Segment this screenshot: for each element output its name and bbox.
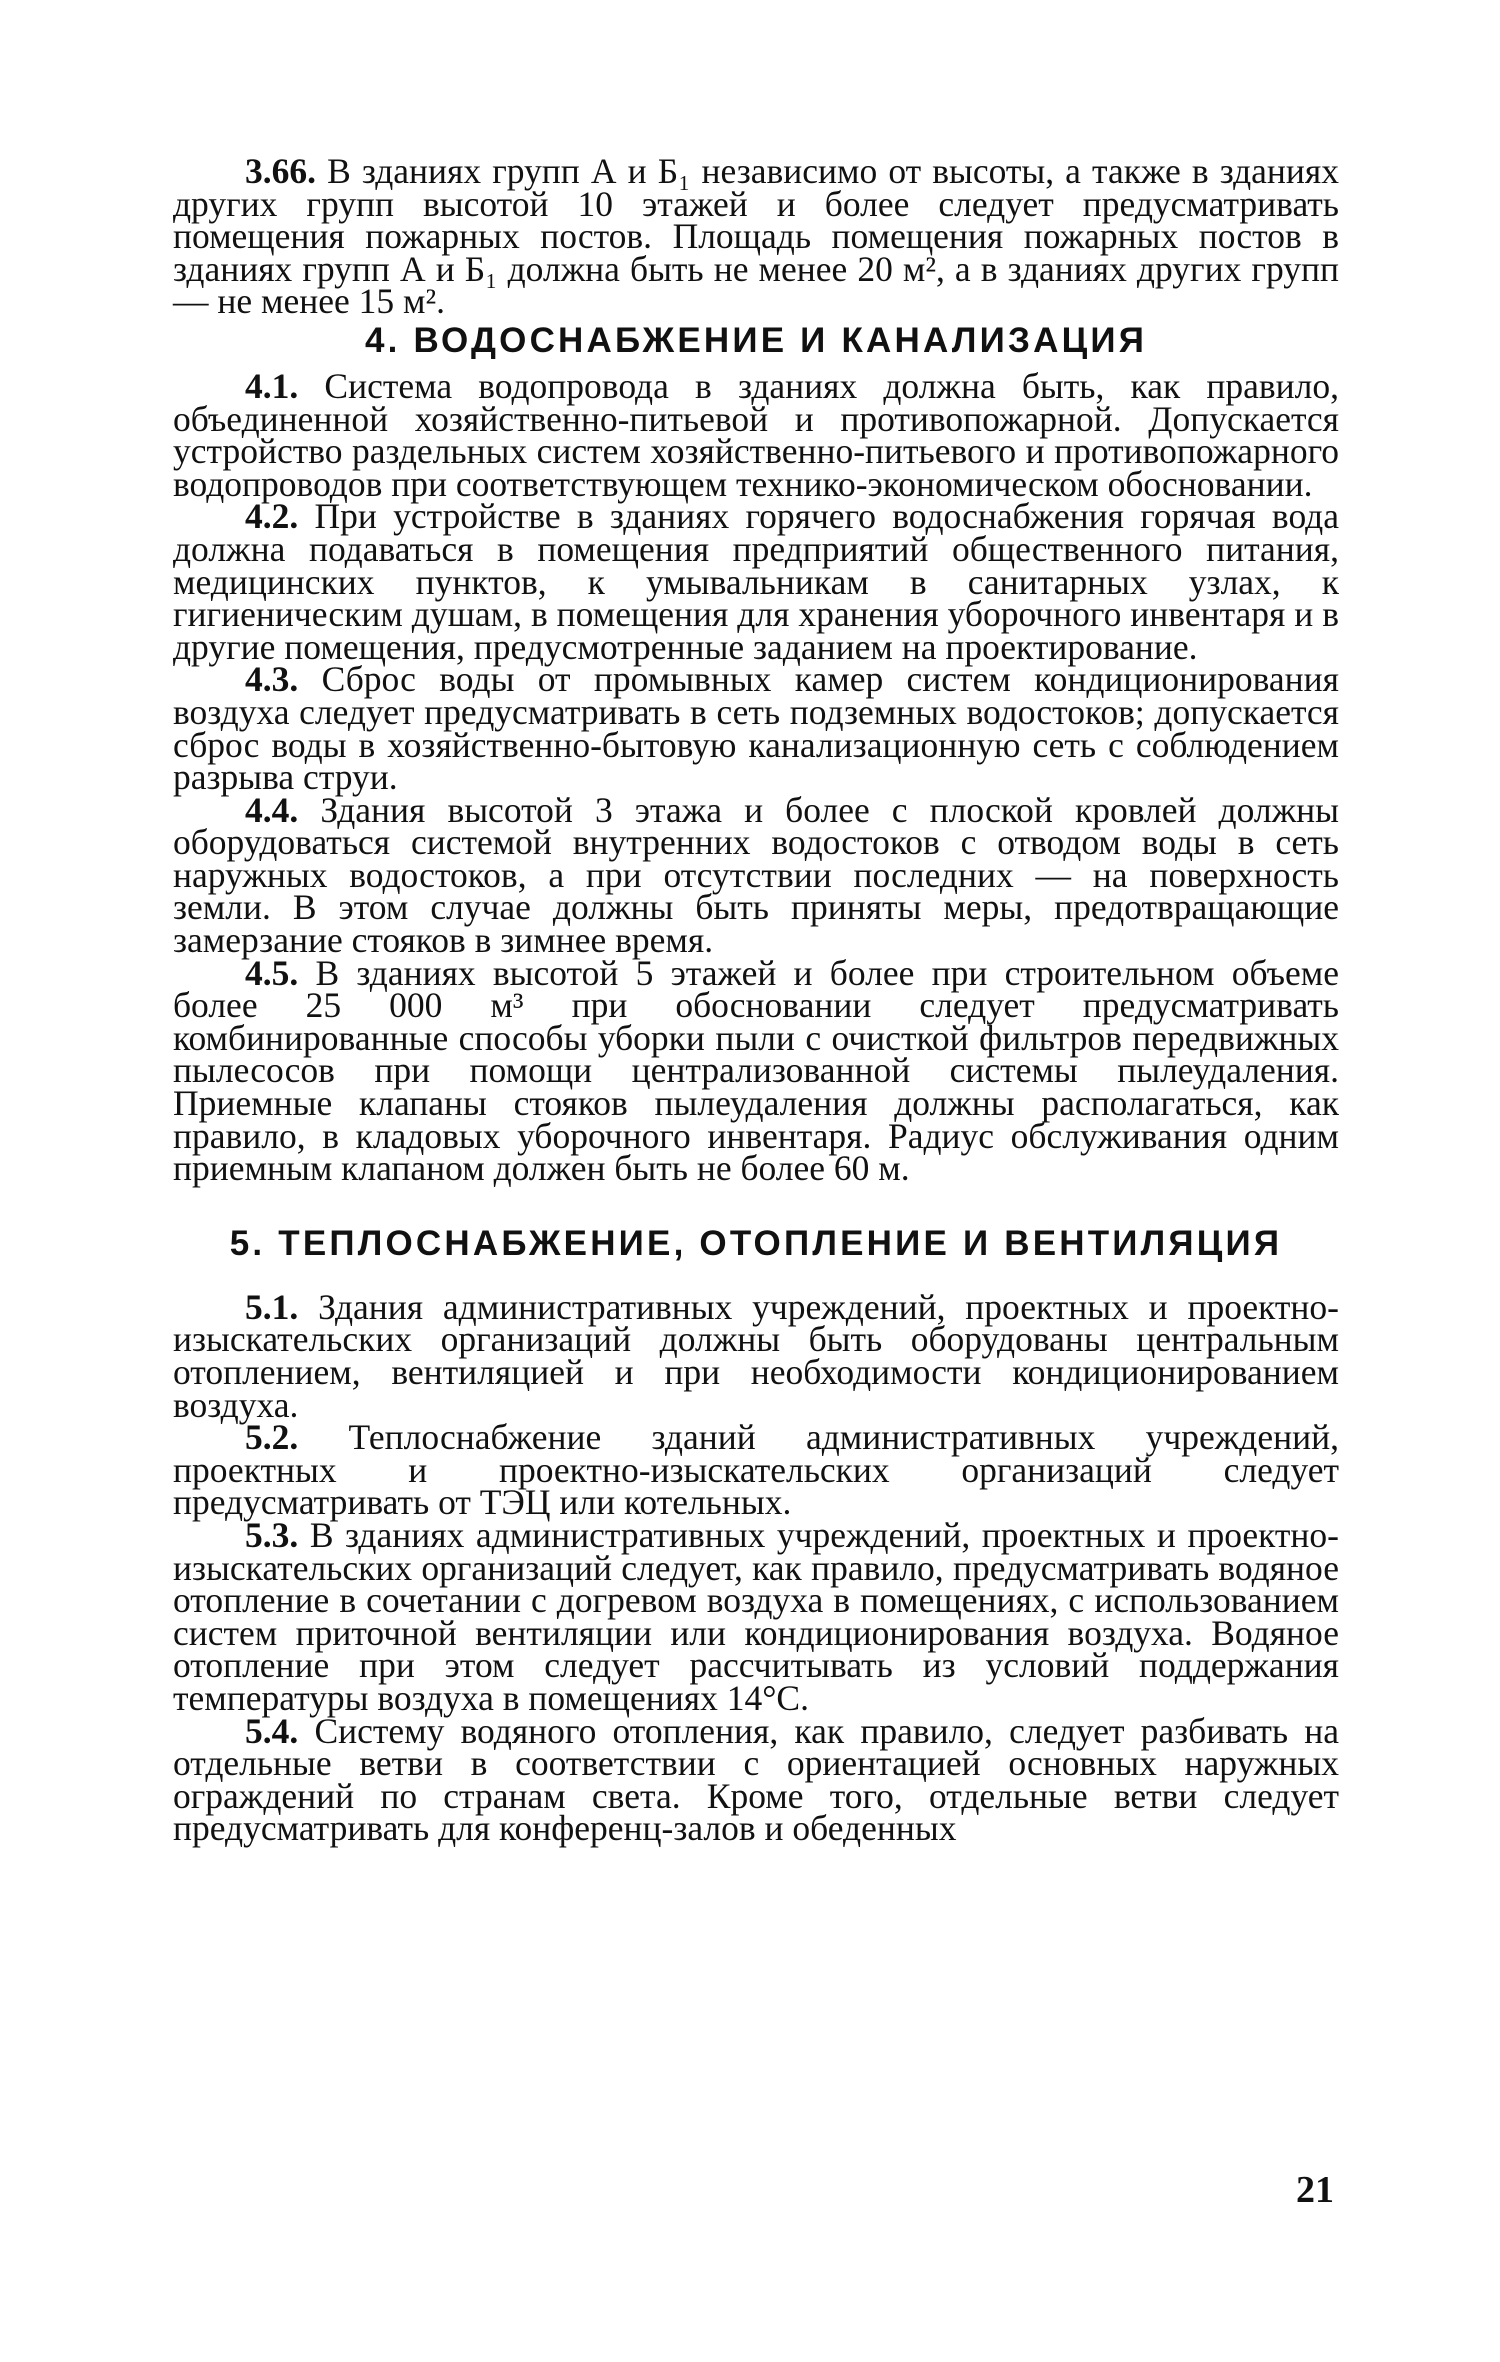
clause-number: 4.3. bbox=[245, 659, 299, 700]
clause-text: Теплоснабжение зданий административных учреждений, проектных и проектно-изыскательских организаций следует предусматривать от ТЭЦ или котельных. bbox=[173, 1417, 1339, 1523]
clause-text: Сброс воды от промывных камер систем кондиционирования воздуха следует предусматривать в сеть подземных водостоков; допускается сброс воды в хозяйственно-бытовую канализационную сеть с соблюдением разрыва струи. bbox=[173, 659, 1340, 798]
document-page bbox=[173, 151, 1340, 1849]
clause-text: Система водопровода в зданиях должна быть, как правило, объединенной хозяйственно-питьевой и противопожарной. Допускается устройство раздельных систем хозяйственно-питьевого и противопожарного водопроводов при соответствующем технико-экономическом обосновании. bbox=[173, 365, 1339, 504]
clause-text: В зданиях высотой 5 этажей и более при строительном объеме более 25 000 м³ при обосновании следует предусматривать комбинированные способы уборки пыли с очисткой фильтров передвижных пылесосов при помощи централизованной системы пылеудаления. Приемные клапаны стояков пылеудаления должны располагаться, как правило, в кладовых уборочного инвентаря. Радиус обслуживания одним приемным клапаном должен быть не более 60 м. bbox=[173, 952, 1339, 1189]
paragraph-4-2 bbox=[173, 496, 1340, 667]
clause-number: 4.1. bbox=[245, 365, 299, 406]
paragraph-4-3 bbox=[173, 659, 1340, 798]
paragraph-5-4 bbox=[173, 1710, 1340, 1849]
page-number: 21 bbox=[1296, 2169, 1334, 2211]
section-5-heading: 5. ТЕПЛОСНАБЖЕНИЕ, ОТОПЛЕНИЕ И ВЕНТИЛЯЦИЯ bbox=[229, 1223, 1283, 1263]
clause-text: В зданиях административных учреждений, проектных и проектно-изыскательских организаций следует, как правило, предусматривать водяное отопление в сочетании с догревом воздуха в помещениях, с использованием систем приточной вентиляции или кондиционирования воздуха. Водяное отопление при этом следует рассчитывать из условий поддержания температуры воздуха в помещениях 14°С. bbox=[173, 1514, 1339, 1718]
paragraph-5-3 bbox=[173, 1514, 1339, 1718]
clause-text: Здания административных учреждений, проектных и проектно-изыскательских организаций должны быть оборудованы центральным отоплением, вентиляцией и при необходимости кондиционированием воздуха. bbox=[173, 1286, 1340, 1425]
clause-text: Здания высотой 3 этажа и более с плоской кровлей должны оборудоваться системой внутренних водостоков с отводом воды в сеть наружных водостоков, а при отсутствии последних — на поверхность земли. В этом случае должны быть приняты меры, предотвращающие замерзание стояков в зимнее время. bbox=[173, 789, 1339, 961]
paragraph-5-1 bbox=[173, 1286, 1340, 1425]
paragraph-4-1 bbox=[173, 365, 1339, 504]
clause-number: 5.1. bbox=[245, 1286, 299, 1327]
clause-number: 5.3. bbox=[245, 1514, 299, 1555]
clause-number: 4.5. bbox=[245, 952, 299, 993]
clause-number: 5.4. bbox=[245, 1710, 299, 1751]
clause-text: В зданиях групп А и Б₁ независимо от высоты, а также в зданиях других групп высотой 10 этажей и более следует предусматривать помещения пожарных постов. Площадь помещения пожарных постов в зданиях групп А и Б₁ должна быть не менее 20 м², а в зданиях других групп — не менее 15 м². bbox=[173, 151, 1340, 322]
paragraph-4-4 bbox=[173, 789, 1339, 961]
clause-number: 4.4. bbox=[245, 789, 299, 830]
section-4-heading: 4. ВОДОСНАБЖЕНИЕ И КАНАЛИЗАЦИЯ bbox=[364, 320, 1148, 360]
paragraph-5-2 bbox=[173, 1417, 1339, 1523]
clause-text: При устройстве в зданиях горячего водоснабжения горячая вода должна подаваться в помещения предприятий общественного питания, медицинских пунктов, к умывальникам в санитарных узлах, к гигиеническим душам, в помещения для хранения уборочного инвентаря и в другие помещения, предусмотренные заданием на проектирование. bbox=[173, 496, 1340, 667]
clause-text: Систему водяного отопления, как правило, следует разбивать на отдельные ветви в соответствии с ориентацией основных наружных ограждений по странам света. Кроме того, отдельные ветви следует предусматривать для конференц-залов и обеденных bbox=[173, 1710, 1340, 1849]
clause-number: 4.2. bbox=[245, 496, 299, 537]
paragraph-3-66 bbox=[173, 151, 1340, 322]
clause-number: 5.2. bbox=[245, 1417, 299, 1458]
clause-number: 3.66. bbox=[245, 151, 316, 191]
paragraph-4-5 bbox=[173, 952, 1339, 1189]
